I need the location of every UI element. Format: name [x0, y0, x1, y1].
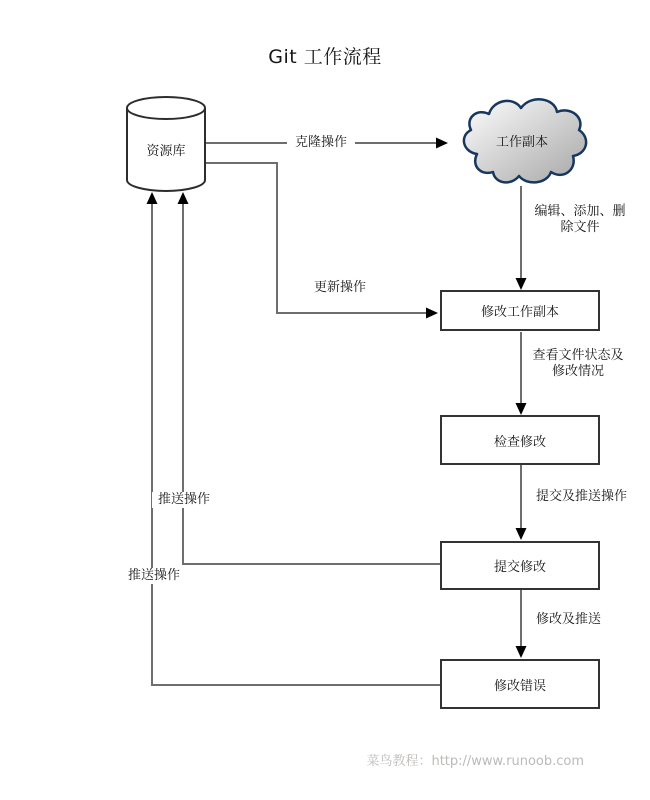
- amend-and-push-edge-label: 修改及推送: [536, 612, 602, 627]
- update-arrowhead: [426, 308, 438, 319]
- view-status-line2: 修改情况: [551, 364, 604, 379]
- view-status-line1: 查看文件状态及: [532, 348, 624, 363]
- commit-and-push-edge-label: 提交及推送操作: [536, 489, 628, 504]
- edit-add-delete-line2: 除文件: [560, 220, 600, 235]
- push-from-fix-arrowhead: [147, 192, 158, 204]
- check-changes-label: 检查修改: [493, 434, 546, 450]
- clone-arrowhead: [436, 138, 448, 149]
- commit-changes-box: [440, 541, 600, 590]
- clone-edge-label: 克隆操作: [287, 135, 355, 151]
- repository-label: 资源库: [146, 144, 186, 159]
- modify-working-copy-label: 修改工作副本: [480, 305, 559, 320]
- push-from-commit-edge-label: 推送操作: [152, 492, 216, 508]
- commit-push-arrowhead: [516, 528, 527, 540]
- edit-add-delete-line1: 编辑、添加、删: [534, 204, 626, 219]
- check-changes-box: [440, 415, 600, 465]
- update-edge-label: 更新操作: [313, 280, 366, 295]
- push-from-commit-arrowhead: [178, 192, 189, 204]
- push-from-fix-line: [152, 204, 440, 685]
- edit-arrowhead: [516, 278, 527, 290]
- amend-push-arrowhead: [516, 646, 527, 658]
- push-from-fix-edge-label: 推送操作: [122, 568, 186, 584]
- footer-credit: 菜鸟教程：http://www.runoob.com: [366, 754, 584, 769]
- view-status-arrowhead: [516, 403, 527, 415]
- working-copy-label: 工作副本: [495, 135, 548, 150]
- modify-working-copy-box: [440, 290, 600, 331]
- commit-changes-label: 提交修改: [493, 560, 546, 575]
- push-from-commit-line: [183, 204, 440, 564]
- page-title: Git 工作流程: [268, 46, 382, 68]
- fix-mistakes-label: 修改错误: [493, 678, 546, 694]
- fix-mistakes-box: [440, 659, 600, 709]
- edit-add-delete-edge-label: [514, 204, 646, 236]
- view-status-edge-label: [514, 348, 642, 380]
